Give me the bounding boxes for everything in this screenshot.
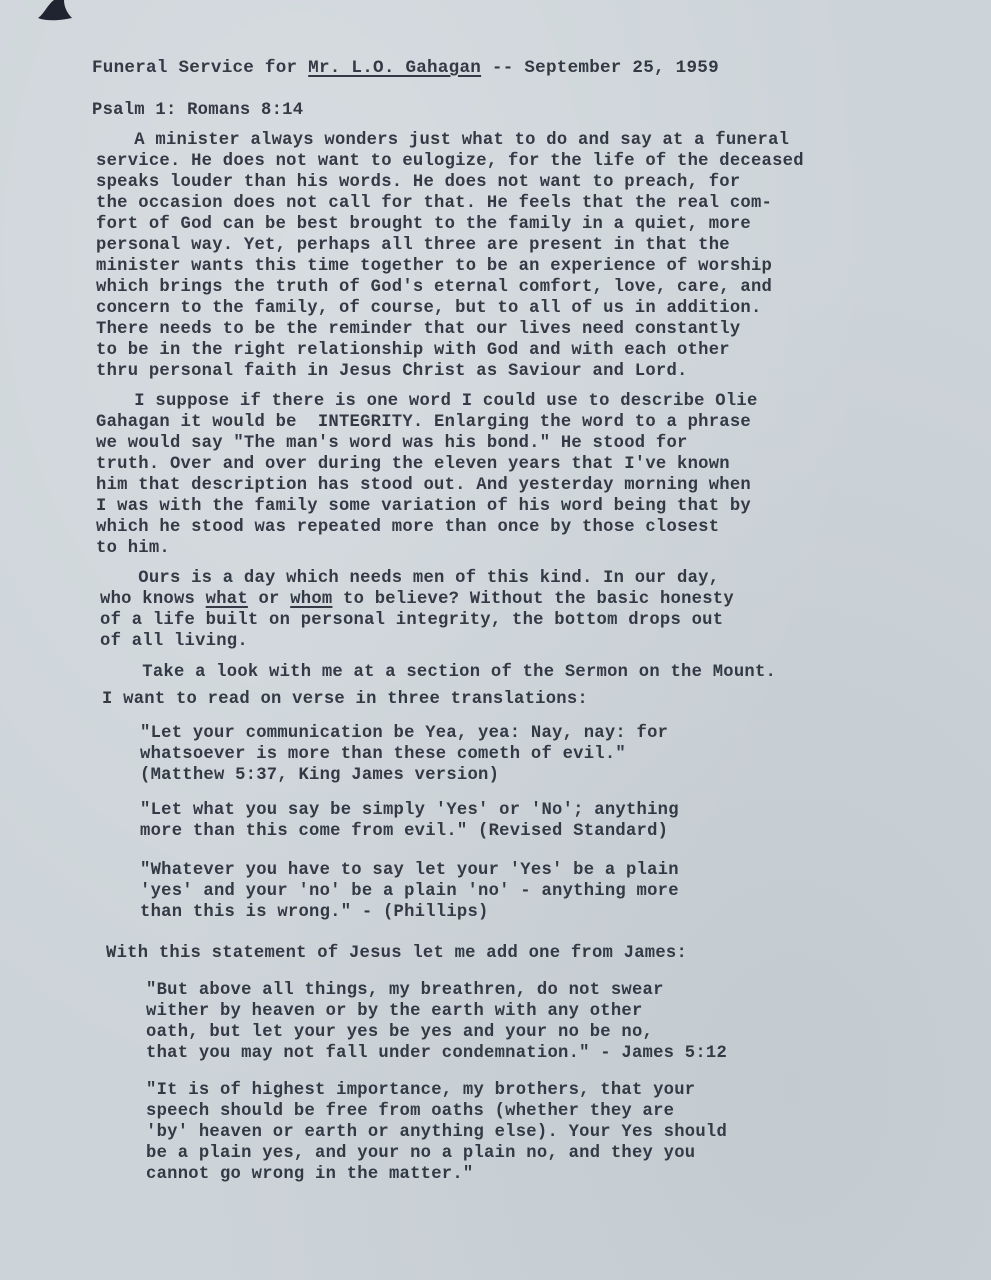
quote-line: "It is of highest importance, my brothers, that your xyxy=(146,1081,696,1100)
paragraph-line: speaks louder than his words. He does not want to preach, for xyxy=(96,173,741,192)
text-run: or xyxy=(247,590,291,609)
quote-line: that you may not fall under condemnation." - James 5:12 xyxy=(146,1044,728,1063)
title-suffix: -- September 25, 1959 xyxy=(481,58,719,78)
paragraph-line: There needs to be the reminder that our lives need constantly xyxy=(96,320,741,339)
document-title xyxy=(92,57,719,79)
paragraph-line: fort of God can be best brought to the family in a quiet, more xyxy=(96,215,751,234)
quote-line: whatsoever is more than these cometh of evil." xyxy=(140,745,626,764)
quote-line: be a plain yes, and your no a plain no, and they you xyxy=(146,1144,696,1163)
text-run: to believe? Without the basic honesty xyxy=(332,590,734,609)
scripture-reference: Psalm 1: Romans 8:14 xyxy=(92,101,304,120)
paragraph-line: to him. xyxy=(96,539,170,558)
emphasis-what: what xyxy=(205,590,248,609)
quote-line: cannot go wrong in the matter." xyxy=(146,1165,474,1184)
paragraph-line: of a life built on personal integrity, the bottom drops out xyxy=(100,611,724,630)
paragraph-line: minister wants this time together to be an experience of worship xyxy=(96,257,773,276)
emphasis-whom: whom xyxy=(290,590,333,609)
paragraph-line: we would say "The man's word was his bond." He stood for xyxy=(96,434,688,453)
paragraph-line: service. He does not want to eulogize, for the life of the deceased xyxy=(96,152,804,171)
quote-line: more than this come from evil." (Revised Standard) xyxy=(140,822,669,841)
quote-line: speech should be free from oaths (whether they are xyxy=(146,1102,675,1121)
paragraph-line: A minister always wonders just what to do and say at a funeral xyxy=(92,131,790,150)
quote-line: "Let your communication be Yea, yea: Nay, nay: for xyxy=(140,724,669,743)
quote-line: 'by' heaven or earth or anything else). Your Yes should xyxy=(146,1123,728,1142)
quote-line: 'yes' and your 'no' be a plain 'no' - anything more xyxy=(140,882,679,901)
quote-line: "Whatever you have to say let your 'Yes' be a plain xyxy=(140,861,679,880)
quote-line: than this is wrong." - (Phillips) xyxy=(140,903,489,922)
paragraph-line: Ours is a day which needs men of this kind. In our day, xyxy=(96,569,720,588)
paragraph-line: Gahagan it would be INTEGRITY. Enlarging the word to a phrase xyxy=(96,413,751,432)
quote-line: "But above all things, my breathren, do not swear xyxy=(146,981,664,1000)
quote-line: (Matthew 5:37, King James version) xyxy=(140,766,500,785)
paragraph-line: truth. Over and over during the eleven years that I've known xyxy=(96,455,730,474)
paragraph-line: the occasion does not call for that. He feels that the real com- xyxy=(96,194,773,213)
paragraph-line: Take a look with me at a section of the Sermon on the Mount. xyxy=(100,663,777,682)
deceased-name: Mr. L.O. Gahagan xyxy=(308,58,482,78)
paragraph-line: I was with the family some variation of his word being that by xyxy=(96,497,751,516)
paragraph-line: personal way. Yet, perhaps all three are present in that the xyxy=(96,236,730,255)
paragraph-line: which brings the truth of God's eternal comfort, love, care, and xyxy=(96,278,773,297)
quote-line: oath, but let your yes be yes and your no be no, xyxy=(146,1023,654,1042)
text-run: who knows xyxy=(100,590,206,609)
quote-line: wither by heaven or by the earth with any other xyxy=(146,1002,643,1021)
paragraph-line: thru personal faith in Jesus Christ as Saviour and Lord. xyxy=(96,362,688,381)
paragraph-line: to be in the right relationship with God and with each other xyxy=(96,341,730,360)
paragraph-line: concern to the family, of course, but to all of us in addition. xyxy=(96,299,762,318)
paragraph-line xyxy=(100,589,734,611)
paragraph-line: of all living. xyxy=(100,632,248,651)
paragraph-line: I want to read on verse in three translations: xyxy=(102,690,588,709)
title-prefix: Funeral Service for xyxy=(92,58,309,78)
paragraph-line: I suppose if there is one word I could use to describe Olie xyxy=(92,392,758,411)
paragraph-line: which he stood was repeated more than once by those closest xyxy=(96,518,720,537)
ink-blot-mark xyxy=(34,0,74,26)
paragraph-line: him that description has stood out. And yesterday morning when xyxy=(96,476,751,495)
transition-line: With this statement of Jesus let me add one from James: xyxy=(106,944,688,963)
quote-line: "Let what you say be simply 'Yes' or 'No'; anything xyxy=(140,801,679,820)
